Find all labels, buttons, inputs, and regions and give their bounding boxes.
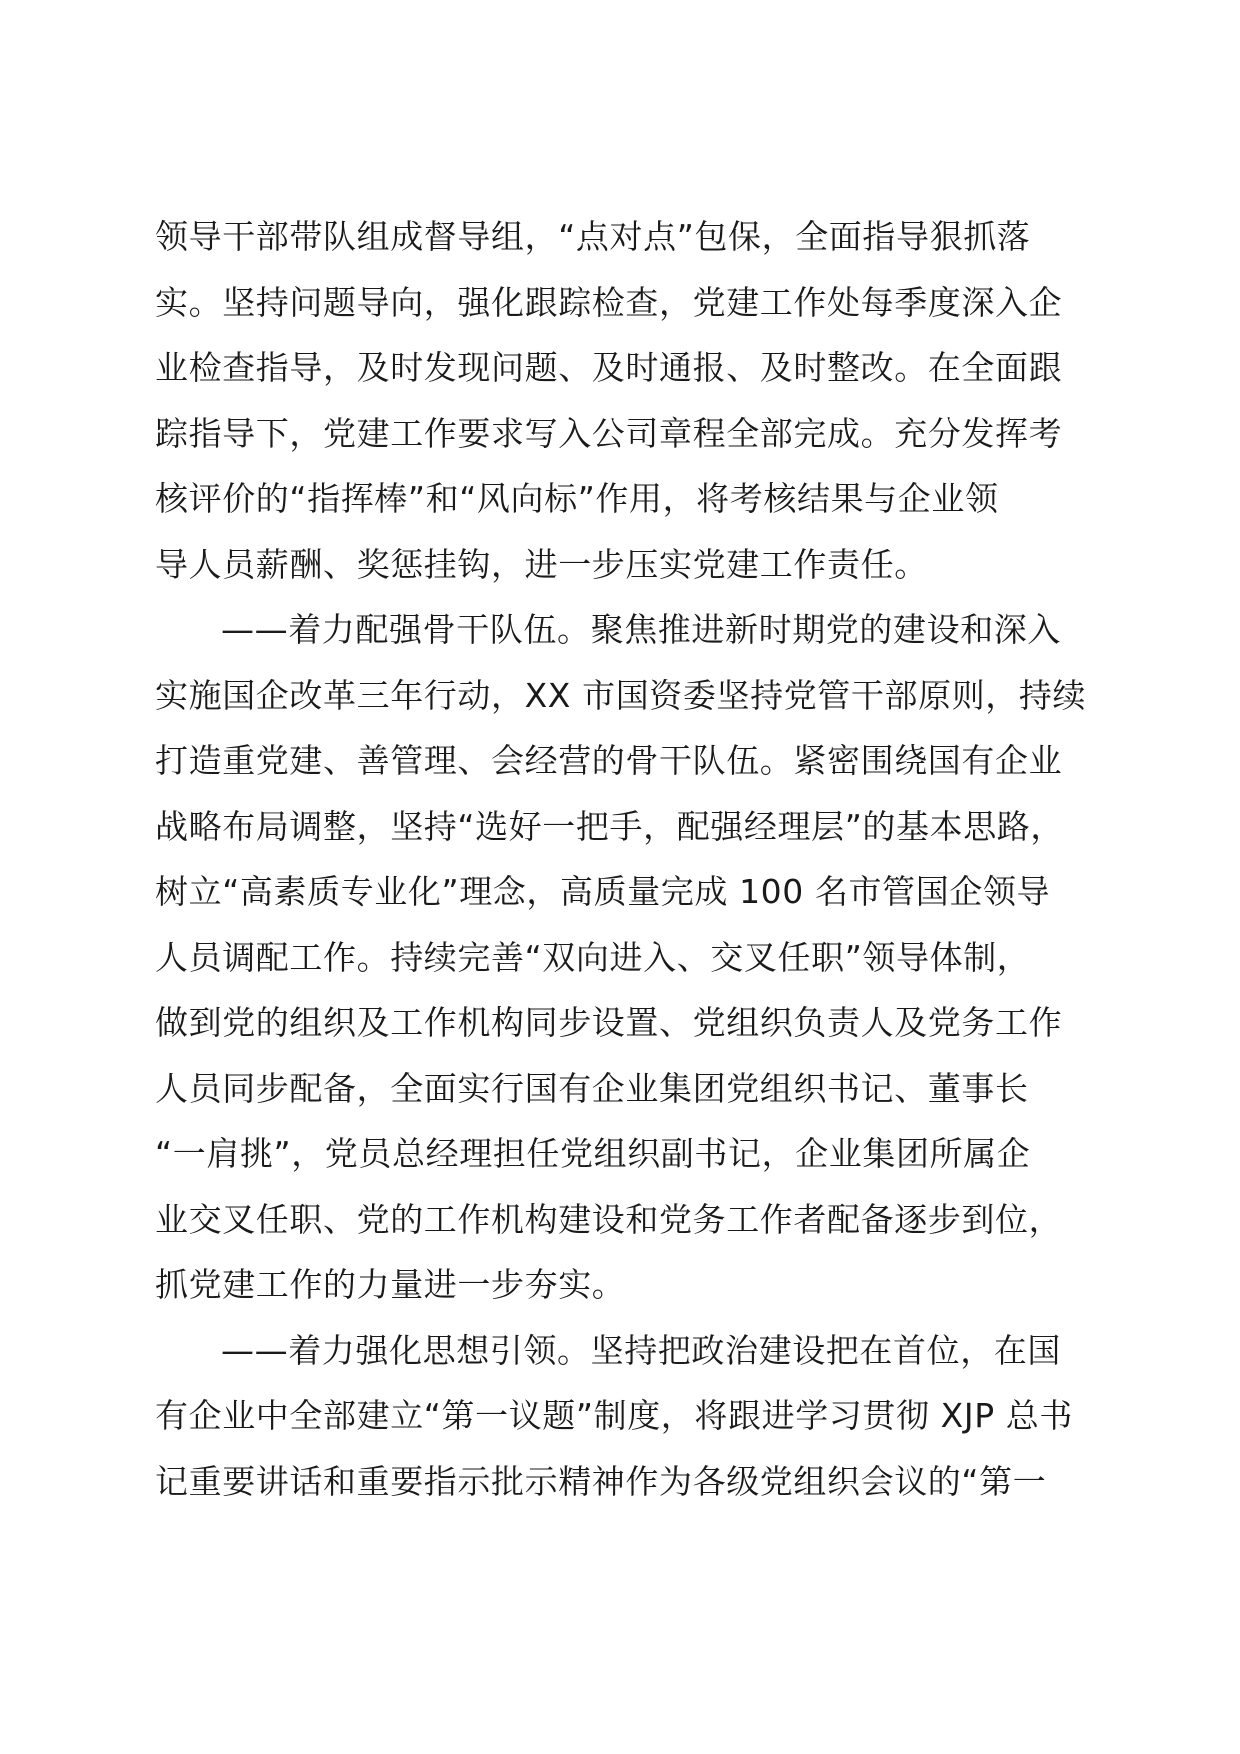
text-line: 有企业中全部建立“第一议题”制度，将跟进学习贯彻 XJP 总书 [155, 1396, 1074, 1435]
text-line: 实。坚持问题导向，强化跟踪检查，党建工作处每季度深入企 [155, 282, 1063, 322]
text-line: 人员同步配备，全面实行国有企业集团党组织书记、董事长 [155, 1068, 1029, 1108]
text-line: 核评价的“指挥棒”和“风向标”作用，将考核结果与企业领 [155, 479, 999, 518]
text-line: 领导干部带队组成督导组，“点对点”包保，全面指导狠抓落 [155, 217, 1031, 256]
text-line: 人员调配工作。持续完善“双向进入、交叉任职”领导体制， [155, 937, 1031, 977]
text-line: 打造重党建、善管理、会经营的骨干队伍。紧密围绕国有企业 [155, 741, 1063, 780]
text-line: 实施国企改革三年行动，XX 市国资委坚持党管干部原则，持续 [155, 675, 1087, 715]
text-line: “一肩挑”，党员总经理担任党组织副书记，企业集团所属企 [155, 1134, 1031, 1173]
paragraph-start-line: ——着力强化思想引领。坚持把政治建设把在首位，在国 [221, 1330, 1061, 1370]
text-line: 导人员薪酬、奖惩挂钩，进一步压实党建工作责任。 [155, 544, 928, 584]
text-line: 做到党的组织及工作机构同步设置、党组织负责人及党务工作 [155, 1003, 1063, 1042]
text-line: 业检查指导，及时发现问题、及时通报、及时整改。在全面跟 [155, 348, 1063, 387]
text-line: 业交叉任职、党的工作机构建设和党务工作者配备逐步到位， [155, 1199, 1063, 1239]
body-text [155, 212, 1090, 1522]
paragraph-start-line: ——着力配强骨干队伍。聚焦推进新时期党的建设和深入 [221, 610, 1061, 649]
text-line: 抓党建工作的力量进一步夯实。 [155, 1265, 626, 1304]
text-line: 战略布局调整，坚持“选好一把手，配强经理层”的基本思路， [155, 806, 1064, 846]
text-line: 记重要讲话和重要指示批示精神作为各级党组织会议的“第一 [155, 1461, 1047, 1501]
text-line: 树立“高素质专业化”理念，高质量完成 100 名市管国企领导 [155, 872, 1051, 911]
text-line: 踪指导下，党建工作要求写入公司章程全部完成。充分发挥考 [155, 413, 1063, 453]
